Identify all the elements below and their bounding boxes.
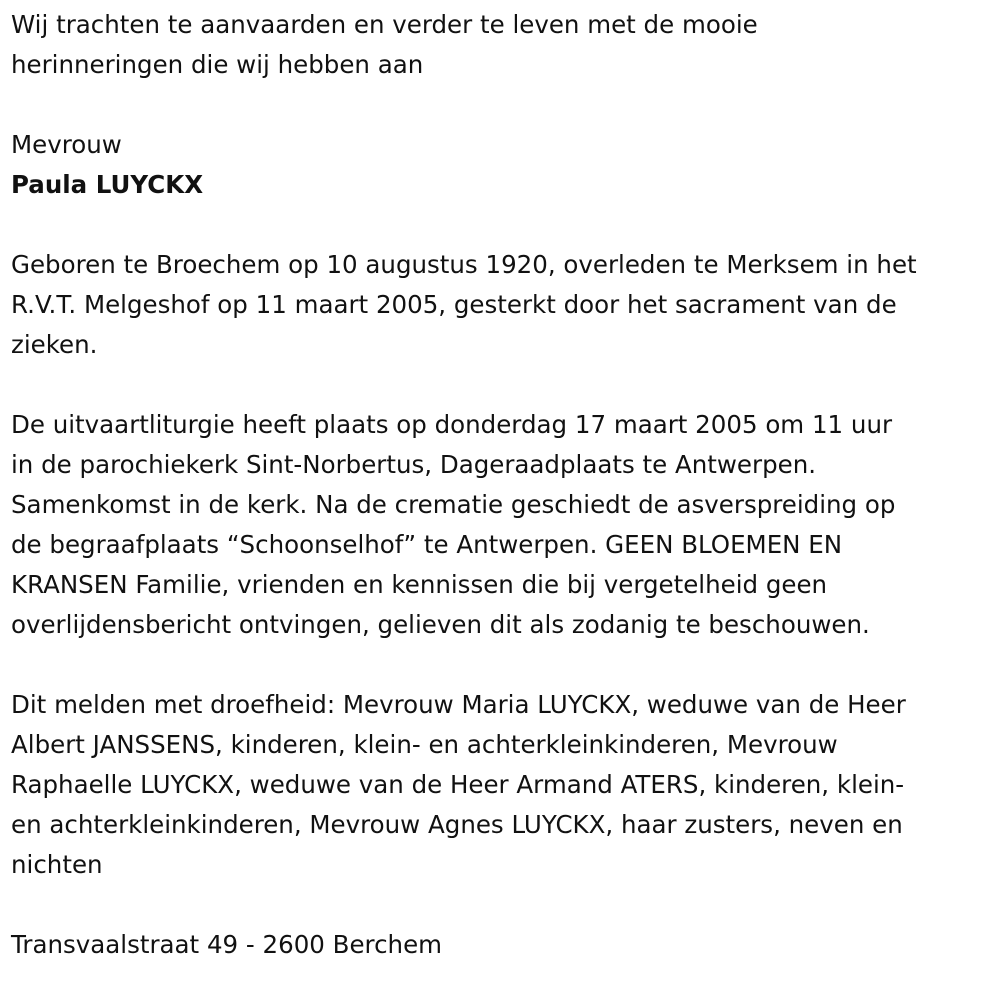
- text-line: Raphaelle LUYCKX, weduwe van de Heer Armand ATERS, kinderen, klein-: [11, 770, 905, 799]
- intro-line: herinneringen die wij hebben aan: [11, 50, 424, 79]
- person-title: Mevrouw: [11, 130, 122, 159]
- text-line: overlijdensbericht ontvingen, gelieven dit als zodanig te beschouwen.: [11, 610, 870, 639]
- spacer: [11, 885, 991, 925]
- intro-line: Wij trachten te aanvaarden en verder te leven met de mooie: [11, 10, 758, 39]
- spacer: [11, 365, 991, 405]
- text-line: en achterkleinkinderen, Mevrouw Agnes LUYCKX, haar zusters, neven en: [11, 810, 903, 839]
- text-line: de begraafplaats “Schoonselhof” te Antwerpen. GEEN BLOEMEN EN: [11, 530, 843, 559]
- mourners-paragraph: [11, 685, 991, 885]
- text-line: KRANSEN Familie, vrienden en kennissen die bij vergetelheid geen: [11, 570, 828, 599]
- spacer: [11, 205, 991, 245]
- spacer: [11, 85, 991, 125]
- person-name: Paula LUYCKX: [11, 170, 204, 199]
- text-line: nichten: [11, 850, 103, 879]
- text-line: Dit melden met droefheid: Mevrouw Maria LUYCKX, weduwe van de Heer: [11, 690, 906, 719]
- text-line: Geboren te Broechem op 10 augustus 1920, overleden te Merksem in het: [11, 250, 917, 279]
- address: Transvaalstraat 49 - 2600 Berchem: [11, 930, 443, 959]
- funeral-paragraph: [11, 405, 991, 645]
- obituary-notice: [11, 5, 991, 965]
- text-line: in de parochiekerk Sint-Norbertus, Dageraadplaats te Antwerpen.: [11, 450, 817, 479]
- text-line: De uitvaartliturgie heeft plaats op donderdag 17 maart 2005 om 11 uur: [11, 410, 893, 439]
- birth-death-paragraph: [11, 245, 991, 365]
- text-line: zieken.: [11, 330, 98, 359]
- spacer: [11, 645, 991, 685]
- text-line: Albert JANSSENS, kinderen, klein- en achterkleinkinderen, Mevrouw: [11, 730, 838, 759]
- text-line: R.V.T. Melgeshof op 11 maart 2005, gesterkt door het sacrament van de: [11, 290, 897, 319]
- text-line: Samenkomst in de kerk. Na de crematie geschiedt de asverspreiding op: [11, 490, 896, 519]
